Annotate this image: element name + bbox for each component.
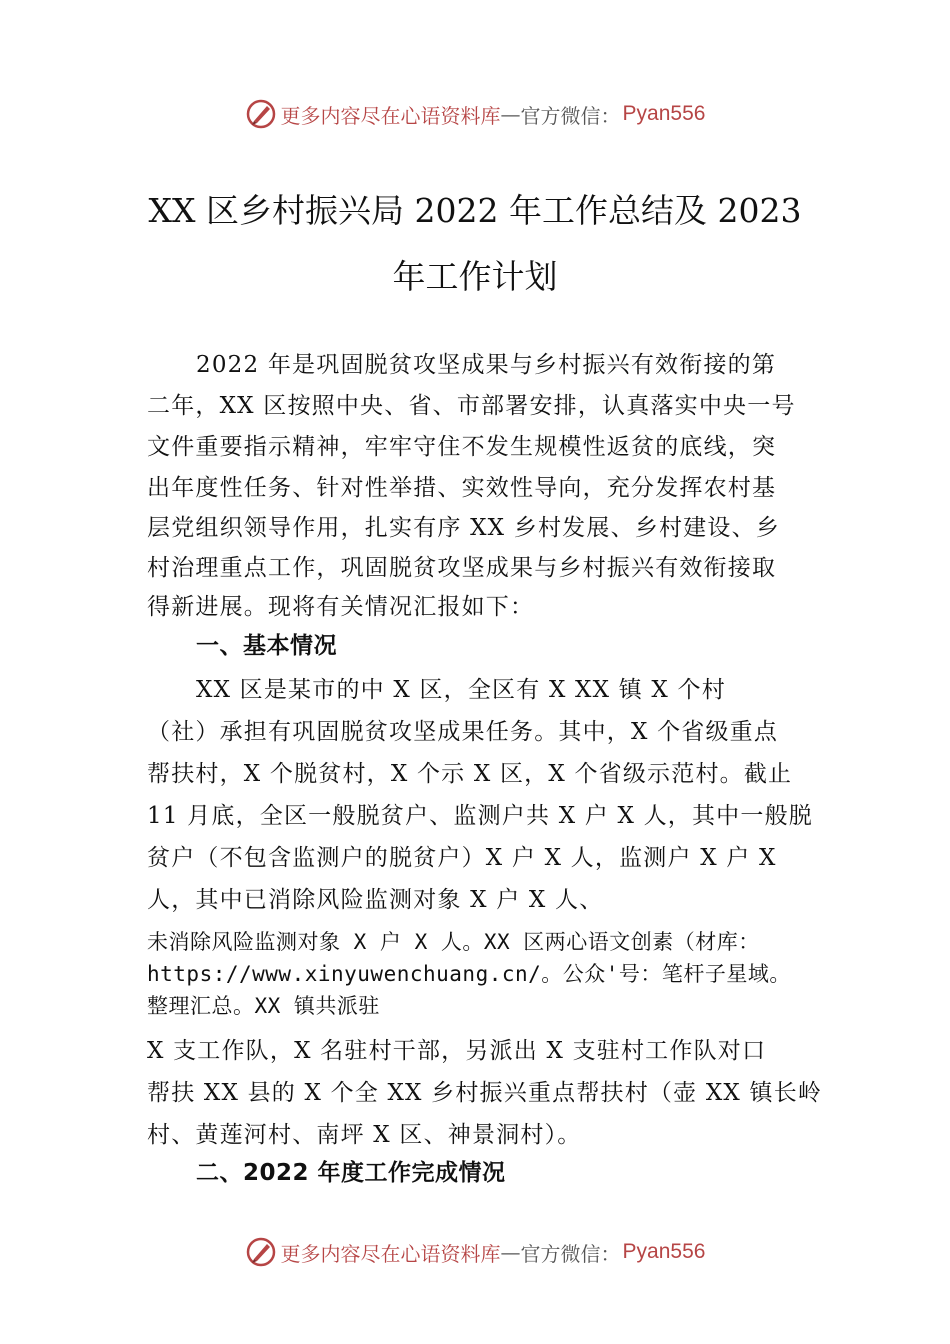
title-line-2: 年工作计划 [392,257,558,296]
footer-banner [0,1232,950,1272]
body-line: 二年，XX 区按照中央、省、市部署安排，认真落实中央一号 [147,393,796,419]
banner-wechat-account: Pyan556 [622,102,706,125]
banner-wechat-account: Pyan556 [622,1240,706,1263]
body-line: 层党组织领导作用，扎实有序 XX 乡村发展、乡村建设、乡 [147,515,780,541]
header-banner [0,94,950,134]
body-line: 11 月底，全区一般脱贫户、监测户共 X 户 X 人，其中一般脱 [147,803,813,829]
body-line: 2022 年是巩固脱贫攻坚成果与乡村振兴有效衔接的第 [196,352,777,378]
banner-separator: — [500,1240,521,1264]
body-line: XX 区是某市的中 X 区，全区有 X XX 镇 X 个村 [196,677,726,703]
body-line-url: https://www.xinyuwenchuang.cn/。公众'号：笔杆子星域。 [147,962,791,986]
banner-text: 更多内容尽在心语资料库 [280,1241,501,1266]
banner-wechat-label: 官方微信： [520,103,621,128]
body-line: 得新进展。现将有关情况汇报如下： [147,594,535,620]
body-line: 出年度性任务、针对性举措、实效性导向，充分发挥农村基 [147,475,777,501]
section-heading-progress: 二、2022 年度工作完成情况 [196,1160,506,1186]
body-line: 村治理重点工作，巩固脱贫攻坚成果与乡村振兴有效衔接取 [147,555,777,581]
document-title [0,178,950,310]
body-line: （社）承担有巩固脱贫攻坚成果任务。其中，X 个省级重点 [147,719,779,745]
body-line: 人，其中已消除风险监测对象 X 户 X 人、 [147,887,604,913]
body-line: 整理汇总。XX 镇共派驻 [147,994,380,1018]
pen-logo-icon [245,98,277,130]
body-line: X 支工作队，X 名驻村干部，另派出 X 支驻村工作队对口 [147,1038,767,1064]
body-line: 帮扶 XX 县的 X 个全 XX 乡村振兴重点帮扶村（壶 XX 镇长岭 [147,1080,823,1106]
body-line: 文件重要指示精神，牢牢守住不发生规模性返贫的底线，突 [147,434,777,460]
banner-wechat-label: 官方微信： [520,1241,621,1266]
title-line-1: XX 区乡村振兴局 2022 年工作总结及 2023 [148,191,802,230]
banner-text: 更多内容尽在心语资料库 [280,103,501,128]
section-heading-basic: 一、基本情况 [196,633,337,659]
banner-separator: — [500,102,521,126]
body-line: 贫户（不包含监测户的脱贫户）X 户 X 人，监测户 X 户 X [147,845,777,871]
body-line: 村、黄莲河村、南坪 X 区、神景洞村）。 [147,1122,582,1148]
pen-logo-icon [245,1236,277,1268]
body-line: 未消除风险监测对象 X 户 X 人。XX 区两心语文创素（材库： [147,930,760,954]
body-line: 帮扶村，X 个脱贫村，X 个示 X 区，X 个省级示范村。截止 [147,761,793,787]
